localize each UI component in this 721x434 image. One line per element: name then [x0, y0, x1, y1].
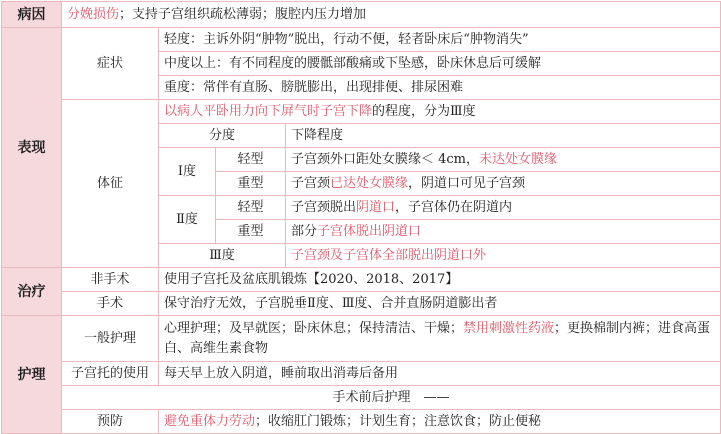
degree3-text [286, 244, 721, 268]
pessary-label: 子宫托的使用 [62, 362, 159, 386]
signs-intro-rest: 的程度，分为Ⅲ度 [372, 103, 476, 119]
degree2-severe-label: 重型 [216, 220, 286, 244]
treatment-surgical-row [2, 292, 721, 316]
degree1-severe-red: 已达处女膜缘 [330, 175, 409, 191]
descent-header: 下降程度 [286, 124, 721, 148]
treatment-label: 治疗 [2, 268, 62, 316]
degree3-red: 子宫颈及子宫体全部脱出阴道口外 [291, 247, 487, 263]
pessary-text: 每天早上放入阴道，睡前取出消毒后备用 [159, 362, 721, 386]
prevention-text [159, 410, 721, 434]
degree2-label: Ⅱ度 [159, 196, 216, 244]
degree1-mild-plain: 子宫颈外口距处女膜缘＜ 4cm， [291, 151, 480, 167]
nursing-general-row [2, 316, 721, 362]
nursing-prevention-row [2, 410, 721, 434]
symptom-moderate: 中度以上：有不同程度的腰骶部酸痛或下坠感，卧床休息后可缓解 [159, 52, 721, 76]
signs-intro-row [2, 100, 721, 124]
nursing-periop-row [2, 386, 721, 410]
surgical-text: 保守治疗无效，子宫脱垂Ⅱ度、Ⅲ度、合并直肠阴道膨出者 [159, 292, 721, 316]
nursing-pessary-row [2, 362, 721, 386]
degree2-severe-pre: 部分 [291, 223, 318, 239]
cause-text [62, 2, 721, 28]
general-care-label: 一般护理 [62, 316, 159, 362]
general-care-post: ；更换棉制内裤；进食高蛋白、高维生素食物 [164, 320, 711, 356]
degree2-severe-red: 子宫体脱出阴道口 [317, 223, 422, 239]
signs-label: 体征 [62, 100, 159, 268]
prevention-red: 避免重体力劳动 [164, 413, 256, 429]
degree1-mild-red: 未达处女膜缘 [479, 151, 558, 167]
surgical-label: 手术 [62, 292, 159, 316]
manifestation-label: 表现 [2, 28, 62, 268]
degree2-severe-text [286, 220, 721, 244]
nonsurgical-text: 使用子宫托及盆底肌锻炼【2020、2018、2017】 [159, 268, 721, 292]
periop-text: 手术前后护理 —— [62, 386, 721, 410]
degree2-mild-label: 轻型 [216, 196, 286, 220]
symptom-row-mild [2, 28, 721, 52]
cause-row [2, 2, 721, 28]
general-care-text [159, 316, 721, 362]
degree1-severe-post: ，阴道口可见子宫颈 [408, 175, 526, 191]
nursing-label: 护理 [2, 316, 62, 434]
degree1-severe-pre: 子宫颈 [291, 175, 331, 191]
uterine-prolapse-table [1, 1, 721, 434]
symptom-mild: 轻度：主诉外阴“肿物”脱出，行动不便，轻者卧床后“肿物消失” [159, 28, 721, 52]
signs-intro-red: 以病人平卧用力向下屏气时子宫下降 [164, 103, 373, 119]
symptoms-label: 症状 [62, 28, 159, 100]
degree2-mild-text [286, 196, 721, 220]
degree2-mild-red: 阴道口 [356, 199, 396, 215]
degree1-label: Ⅰ度 [159, 148, 216, 196]
general-care-pre: 心理护理；及早就医；卧床休息；保持清洁、干燥； [164, 320, 464, 336]
degree3-label: Ⅲ度 [159, 244, 286, 268]
cause-rest-text: ；支持子宫组织疏松薄弱；腹腔内压力增加 [119, 6, 367, 22]
degree2-mild-pre: 子宫颈脱出 [291, 199, 357, 215]
cause-label: 病因 [2, 2, 62, 28]
cause-red-text: 分娩损伤 [67, 6, 120, 22]
nonsurgical-label: 非手术 [62, 268, 159, 292]
signs-intro [159, 100, 721, 124]
degree1-severe-text [286, 172, 721, 196]
prevention-label: 预防 [62, 410, 159, 434]
general-care-red: 禁用刺激性药液 [463, 320, 555, 336]
degree1-mild-label: 轻型 [216, 148, 286, 172]
degree-header: 分度 [159, 124, 286, 148]
treatment-nonsurgical-row [2, 268, 721, 292]
prevention-rest: ；收缩肛门锻炼；计划生育；注意饮食；防止便秘 [255, 413, 542, 429]
symptom-severe: 重度：常伴有直肠、膀胱膨出，出现排便、排尿困难 [159, 76, 721, 100]
degree1-severe-label: 重型 [216, 172, 286, 196]
degree2-mild-post: ，子宫体仍在阴道内 [395, 199, 513, 215]
degree1-mild-text [286, 148, 721, 172]
